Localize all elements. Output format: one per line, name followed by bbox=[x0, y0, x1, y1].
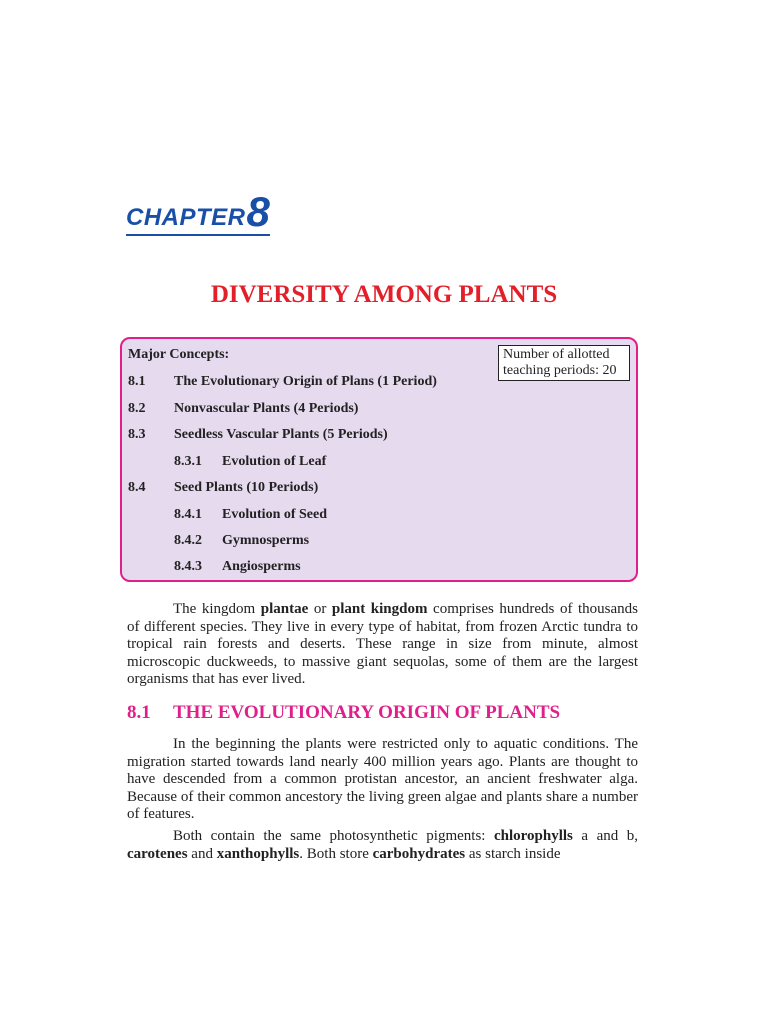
section-heading bbox=[127, 702, 560, 724]
concept-number: 8.2 bbox=[128, 401, 146, 416]
concept-subitem bbox=[174, 507, 327, 523]
text-run: comprises hundreds of thousands of different species. They live in every type of habitat, from frozen Arctic tundra to tropical rain forests and deserts. These range in size from minute, almost microscopic duckweeds, to massive giant sequolas, some of them are the largest organisms that has ever lived. bbox=[127, 601, 638, 687]
text-run: and bbox=[187, 845, 217, 862]
concept-subitem bbox=[174, 454, 326, 470]
concept-text: Evolution of Seed bbox=[222, 507, 328, 522]
paragraph-evolution bbox=[127, 736, 638, 824]
text-run: or bbox=[308, 601, 332, 617]
term-xanthophylls: xanthophylls bbox=[216, 845, 300, 862]
term-chlorophylls: chlorophylls bbox=[493, 828, 573, 844]
concept-text: Seed Plants (10 Periods) bbox=[174, 480, 319, 495]
concept-text: Angiosperms bbox=[222, 559, 301, 574]
term-carbohydrates: carbohydrates bbox=[372, 845, 466, 862]
concepts-heading: Major Concepts: bbox=[128, 347, 230, 362]
term-carotenes: carotenes bbox=[127, 845, 188, 862]
teaching-periods-note: Number of allotted teaching periods: 20 bbox=[498, 345, 630, 381]
concept-subitem bbox=[174, 533, 309, 549]
section-number: 8.1 bbox=[127, 702, 151, 723]
concept-text: Gymnosperms bbox=[222, 533, 310, 548]
concept-number: 8.3 bbox=[128, 427, 146, 442]
concept-item bbox=[128, 427, 388, 443]
concept-number: 8.1 bbox=[128, 374, 146, 389]
concept-subitem bbox=[174, 559, 301, 575]
term-plantae: plantae bbox=[260, 601, 309, 617]
concept-text: Evolution of Leaf bbox=[222, 454, 327, 469]
chapter-title: DIVERSITY AMONG PLANTS bbox=[210, 281, 558, 308]
concept-item bbox=[128, 480, 318, 496]
text-run: In the beginning the plants were restricted only to aquatic conditions. The migration started towards land nearly 400 million years ago. Plants are thought to have descended from a common protistan ancestor, an ancient freshwater alga. Because of their common ancestory the living green algae and plants share a number of features. bbox=[127, 736, 638, 822]
concept-number: 8.4.3 bbox=[174, 559, 202, 574]
section-title: THE EVOLUTIONARY ORIGIN OF PLANTS bbox=[173, 702, 561, 723]
concept-number: 8.4.1 bbox=[174, 507, 202, 522]
major-concepts-box bbox=[120, 337, 638, 582]
intro-paragraph bbox=[127, 601, 638, 689]
text-run: . Both store bbox=[299, 845, 373, 862]
chapter-number: 8 bbox=[246, 188, 270, 235]
concept-item bbox=[128, 401, 358, 417]
concept-number: 8.3.1 bbox=[174, 454, 202, 469]
term-plant-kingdom: plant kingdom bbox=[331, 601, 428, 617]
concept-number: 8.4.2 bbox=[174, 533, 202, 548]
text-run: a and b, bbox=[572, 828, 638, 844]
text-run: as starch inside bbox=[465, 845, 561, 862]
concept-number: 8.4 bbox=[128, 480, 146, 495]
concept-text: Nonvascular Plants (4 Periods) bbox=[174, 401, 359, 416]
concept-item bbox=[128, 374, 437, 390]
text-run: Both contain the same photosynthetic pigments: bbox=[173, 828, 494, 844]
concept-text: Seedless Vascular Plants (5 Periods) bbox=[174, 427, 388, 442]
chapter-word: CHAPTER bbox=[126, 204, 246, 231]
text-run: The kingdom bbox=[173, 601, 261, 617]
chapter-label bbox=[126, 188, 270, 236]
concept-text: The Evolutionary Origin of Plans (1 Period) bbox=[174, 374, 437, 389]
paragraph-pigments bbox=[127, 828, 638, 863]
